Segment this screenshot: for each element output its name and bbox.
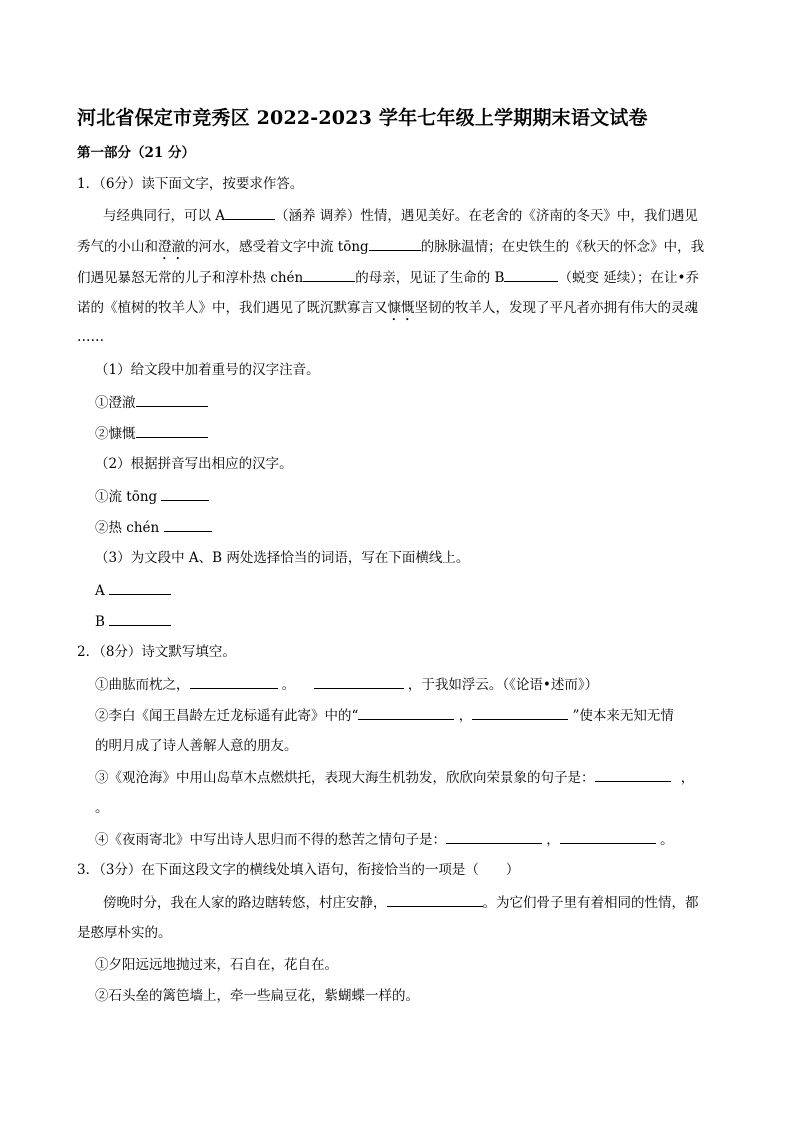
blank-B[interactable] — [504, 267, 558, 282]
subquestion-1: （1）给文段中加着重号的汉字注音。 — [95, 362, 320, 378]
subquestion-1-item-1 — [95, 392, 208, 413]
q1-paragraph-line-3 — [77, 267, 699, 288]
blank-chen[interactable] — [303, 267, 355, 282]
text: 的河水，感受着文字中流 tōng — [185, 239, 369, 255]
answer-blank[interactable] — [560, 829, 656, 844]
answer-blank[interactable] — [109, 580, 171, 595]
answer-blank[interactable] — [358, 705, 454, 720]
q1-paragraph-line-4 — [77, 298, 698, 324]
text: 。 — [660, 832, 674, 848]
text: ②李白《闻王昌龄左迁龙标遥有此寄》中的“ — [95, 708, 359, 724]
text: ④《夜雨寄北》中写出诗人思归而不得的愁苦之情句子是： — [95, 832, 446, 848]
text: 坚韧的牧羊人，发现了平凡者亦拥有伟大的灵魂 — [414, 300, 698, 316]
emphasized-word: 慷慨 — [387, 300, 415, 316]
text: ②慷慨 — [95, 426, 136, 442]
text: ， — [546, 832, 560, 848]
q2-line-4 — [95, 767, 694, 788]
text: 与经典同行，可以 A — [103, 208, 226, 224]
blank-tong[interactable] — [369, 236, 421, 251]
answer-blank[interactable] — [472, 705, 568, 720]
question-2-heading: 2．（8分）诗文默写填空。 — [77, 644, 236, 660]
text: ，于我如浮云。（《论语•述而》） — [407, 677, 599, 693]
q1-paragraph-line-1 — [103, 205, 698, 226]
answer-blank[interactable] — [314, 674, 404, 689]
subquestion-3-item-B — [95, 611, 171, 632]
text: 。 — [281, 677, 296, 693]
answer-blank[interactable] — [190, 674, 278, 689]
q3-paragraph-line-1 — [103, 892, 699, 913]
answer-blank[interactable] — [136, 392, 208, 407]
text: ②热 chén — [95, 520, 160, 536]
text: 傍晚时分，我在人家的路边瞎转悠，村庄安静， — [103, 895, 387, 911]
q2-line-3: 的明月成了诗人善解人意的朋友。 — [95, 738, 298, 754]
q2-line-6 — [95, 829, 674, 850]
answer-blank[interactable] — [595, 767, 671, 782]
q3-option-2: ②石头垒的篱笆墙上，牵一些扁豆花，紫蝴蝶一样的。 — [95, 988, 419, 1004]
answer-blank[interactable] — [387, 892, 483, 907]
section-heading: 第一部分（21 分） — [77, 145, 195, 161]
q2-line-2 — [95, 705, 674, 726]
text: B — [95, 614, 105, 630]
text: 秀气的小山和 — [77, 239, 158, 255]
text: ， — [458, 708, 473, 724]
text: ”使本来无知无情 — [572, 708, 674, 724]
answer-blank[interactable] — [164, 517, 212, 532]
text: 们遇见暴怒无常的儿子和淳朴热 chén — [77, 270, 304, 286]
answer-blank[interactable] — [136, 423, 208, 438]
subquestion-2-item-2 — [95, 517, 212, 538]
text: A — [95, 583, 105, 599]
text: 的脉脉温情；在史铁生的《秋天的怀念》中，我 — [420, 239, 705, 255]
subquestion-3-item-A — [95, 580, 171, 601]
text: ①流 tōng — [95, 489, 158, 505]
answer-blank[interactable] — [109, 611, 171, 626]
text: ③《观沧海》中用山岛草木点燃烘托，表现大海生机勃发，欣欣向荣景象的句子是： — [95, 770, 595, 786]
q1-paragraph-line-5: …… — [77, 329, 104, 345]
answer-blank[interactable] — [446, 829, 542, 844]
text: 诺的《植树的牧羊人》中，我们遇见了既沉默寡言又 — [77, 300, 388, 316]
text: 的母亲，见证了生命的 B — [355, 270, 505, 286]
text: （蜕变 延续）；在让•乔 — [558, 270, 699, 286]
subquestion-2-item-1 — [95, 486, 209, 507]
subquestion-3: （3）为文段中 A、B 两处选择恰当的词语，写在下面横线上。 — [95, 550, 470, 566]
question-1-heading: 1．（6分）读下面文字，按要求作答。 — [77, 176, 304, 192]
answer-blank[interactable] — [161, 486, 209, 501]
q2-line-5: 。 — [95, 800, 109, 816]
question-3-heading: 3．（3分）在下面这段文字的横线处填入语句，衔接恰当的一项是（ ） — [77, 862, 520, 878]
q2-line-1 — [95, 674, 598, 695]
text: ①曲肱而枕之， — [95, 677, 190, 693]
emphasized-word: 澄澈 — [158, 239, 185, 255]
text: ， — [680, 770, 695, 786]
subquestion-2: （2）根据拼音写出相应的汉字。 — [95, 456, 293, 472]
q3-option-1: ①夕阳远远地抛过来，石自在，花自在。 — [95, 957, 338, 973]
blank-A[interactable] — [225, 205, 275, 220]
text: 。为它们骨子里有着相同的性情，都 — [482, 895, 699, 911]
page-title: 河北省保定市竞秀区 2022-2023 学年七年级上学期期末语文试卷 — [77, 107, 648, 129]
text: ①澄澈 — [95, 395, 136, 411]
text: （涵养 调养）性情，遇见美好。在老舍的《济南的冬天》中，我们遇见 — [275, 208, 698, 224]
q3-paragraph-line-2: 是憨厚朴实的。 — [77, 925, 172, 941]
q1-paragraph-line-2 — [77, 236, 704, 263]
subquestion-1-item-2 — [95, 423, 208, 444]
